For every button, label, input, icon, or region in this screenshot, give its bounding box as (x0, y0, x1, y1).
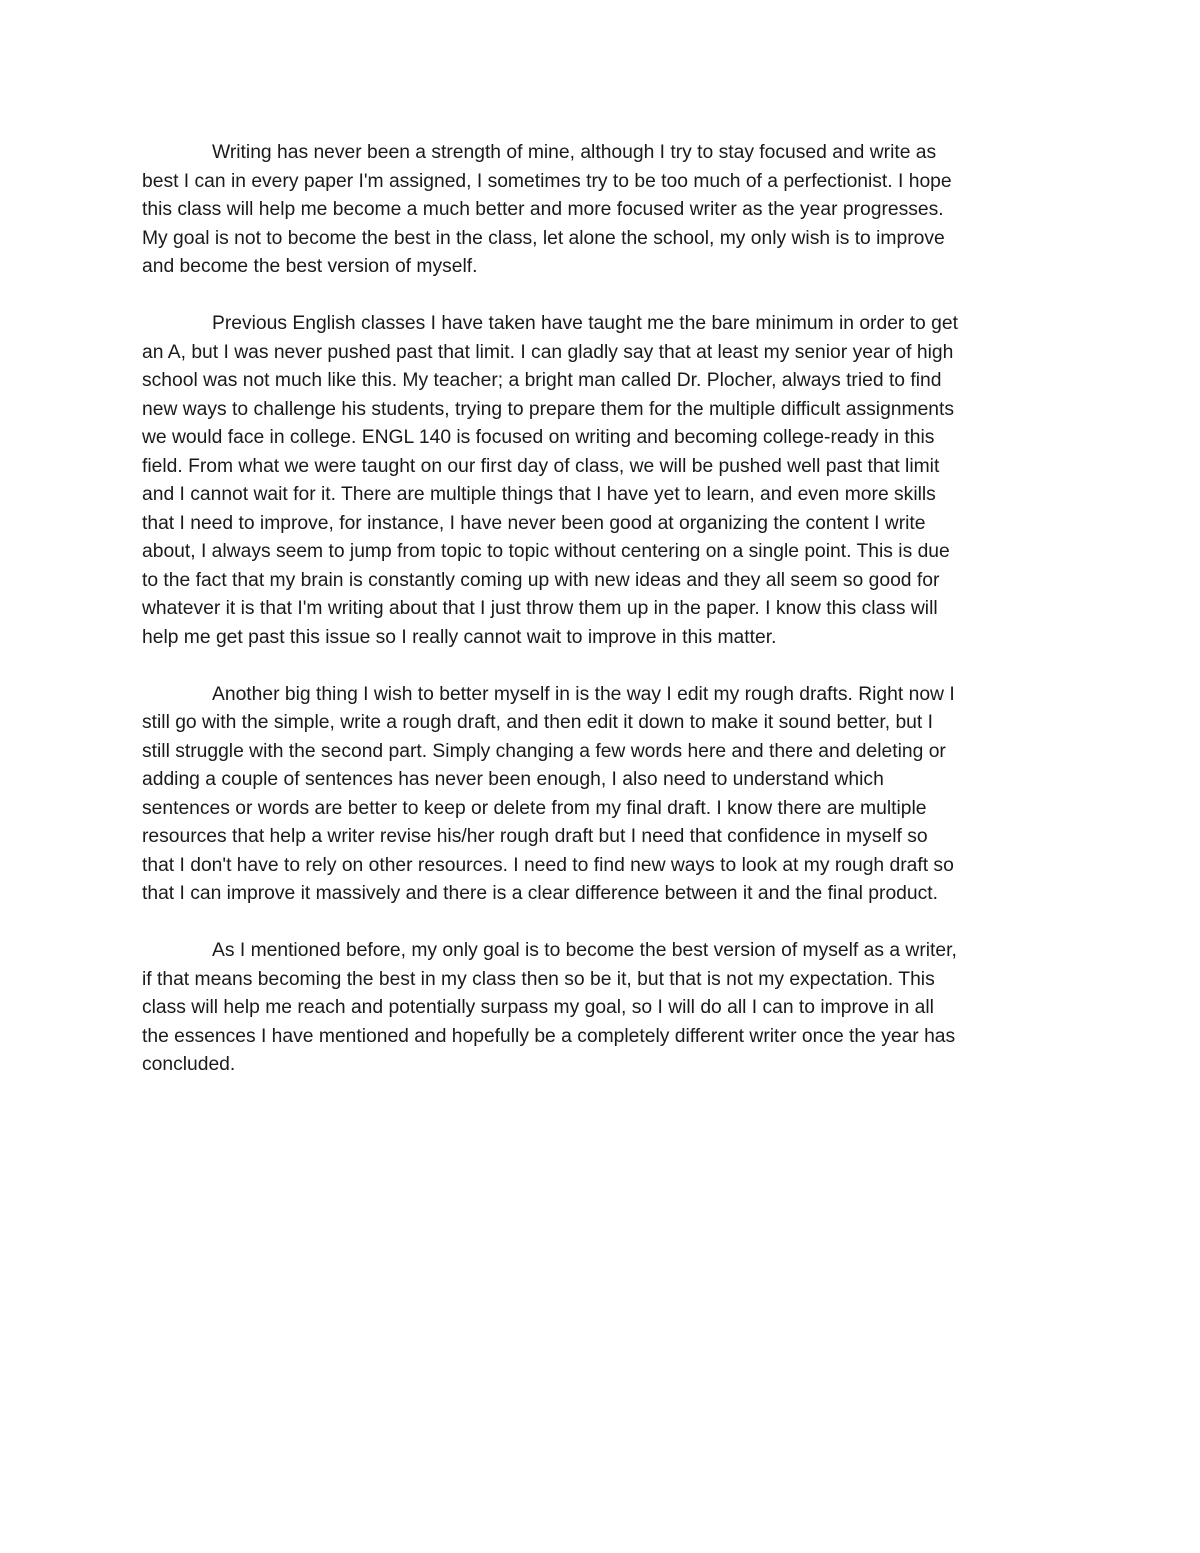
text-line: still go with the simple, write a rough draft, and then edit it down to make it sound better, but I (142, 712, 933, 733)
text-line: that I can improve it massively and there is a clear difference between it and the final product. (142, 883, 938, 904)
text-line: new ways to challenge his students, trying to prepare them for the multiple difficult assignments (142, 398, 955, 420)
text-line: if that means becoming the best in my class then so be it, but that is not my expectation. This (142, 968, 935, 990)
text-line: class will help me reach and potentially surpass my goal, so I will do all I can to improve in all (142, 997, 934, 1018)
text-line: that I need to improve, for instance, I have never been good at organizing the content I write (142, 512, 926, 534)
text-line: an A, but I was never pushed past that limit. I can gladly say that at least my senior year of high (142, 341, 954, 363)
text-line: Writing has never been a strength of mine, although I try to stay focused and write as (212, 142, 937, 163)
text-line: concluded. (142, 1054, 236, 1075)
paragraph-1 (142, 139, 1060, 282)
text-line: resources that help a writer revise his/her rough draft but I need that confidence in myself so (142, 826, 928, 847)
text-line: that I don't have to rely on other resources. I need to find new ways to look at my rough draft so (142, 854, 954, 876)
text-line: My goal is not to become the best in the class, let alone the school, my only wish is to improve (142, 227, 945, 249)
text-line: we would face in college. ENGL 140 is focused on writing and becoming college-ready in this (142, 427, 935, 448)
document-body (142, 139, 1060, 1108)
text-line: Previous English classes I have taken have taught me the bare minimum in order to get (212, 313, 958, 334)
text-line: about, I always seem to jump from topic to topic without centering on a single point. This is due (142, 541, 950, 562)
text-line: this class will help me become a much better and more focused writer as the year progresses. (142, 199, 944, 220)
text-line: to the fact that my brain is constantly coming up with new ideas and they all seem so good for (142, 569, 940, 591)
paragraph-2 (142, 310, 1060, 652)
text-line: whatever it is that I'm writing about that I just throw them up in the paper. I know this class will (142, 598, 938, 619)
text-line: still struggle with the second part. Simply changing a few words here and there and deleting or (142, 740, 946, 762)
paragraph-4 (142, 937, 1060, 1080)
text-line: best I can in every paper I'm assigned, I sometimes try to be too much of a perfectionist. I hope (142, 170, 952, 192)
text-line: As I mentioned before, my only goal is to become the best version of myself as a writer, (212, 940, 957, 961)
text-line: Another big thing I wish to better myself in is the way I edit my rough drafts. Right now I (212, 683, 955, 705)
text-line: and become the best version of myself. (142, 256, 478, 277)
paragraph-3 (142, 681, 1060, 909)
text-line: sentences or words are better to keep or delete from my final draft. I know there are multiple (142, 797, 927, 819)
text-line: adding a couple of sentences has never been enough, I also need to understand which (142, 769, 884, 790)
text-line: the essences I have mentioned and hopefully be a completely different writer once the year has (142, 1025, 956, 1047)
text-line: and I cannot wait for it. There are multiple things that I have yet to learn, and even more skills (142, 484, 936, 505)
text-line: field. From what we were taught on our first day of class, we will be pushed well past that limit (142, 455, 940, 477)
text-line: help me get past this issue so I really cannot wait to improve in this matter. (142, 626, 777, 648)
text-line: school was not much like this. My teacher; a bright man called Dr. Plocher, always tried to find (142, 370, 942, 391)
